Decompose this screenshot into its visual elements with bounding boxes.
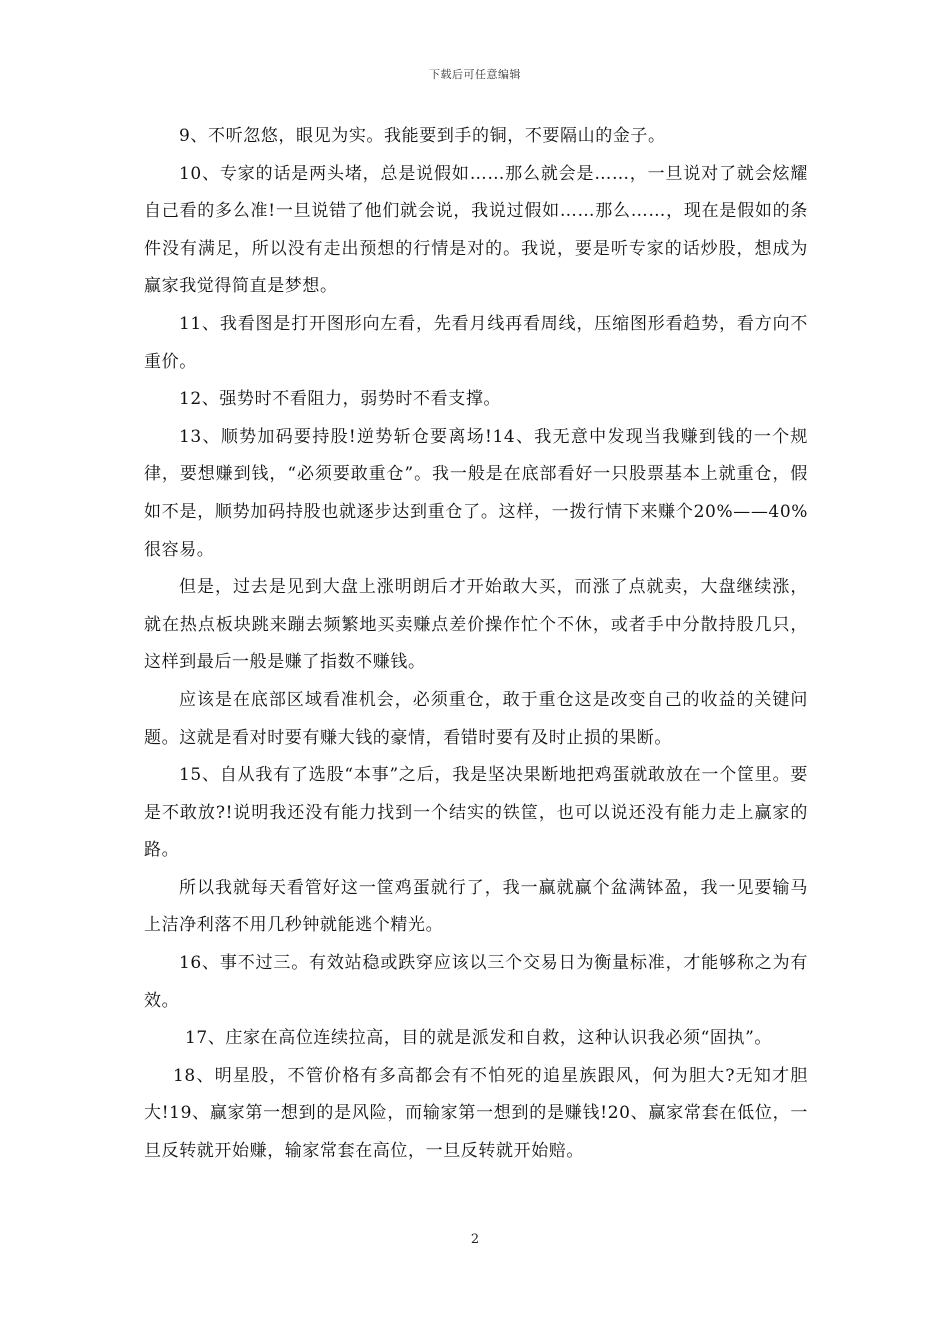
paragraph-16: 16、事不过三。有效站稳或跌穿应该以三个交易日为衡量标准，才能够称之为有效。 bbox=[144, 953, 808, 1011]
paragraph-10: 10、专家的话是两头堵，总是说假如……那么就会是……，一旦说对了就会炫耀自己看的多么准!一旦说错了他们就会说，我说过假如……那么……，现在是假如的条件没有满足，所以没有走出预想的行情是对的。我说，要是听专家的话炒股，想成为赢家我觉得简直是梦想。 bbox=[144, 163, 808, 297]
paragraph-17: 17、庄家在高位连续拉高，目的就是派发和自救，这种认识我必须“固执”。 bbox=[185, 1028, 773, 1049]
page-number: 2 bbox=[470, 1232, 480, 1247]
paragraph-14-conclusion: 应该是在底部区域看准机会，必须重仓，敢于重仓这是改变自己的收益的关键问题。这就是看对时要有赚大钱的豪情，看错时要有及时止损的果断。 bbox=[144, 689, 808, 748]
paragraph-11: 11、我看图是打开图形向左看，先看月线再看周线，压缩图形看趋势，看方向不重价。 bbox=[144, 313, 808, 372]
paragraph-13-14: 13、顺势加码要持股!逆势斩仓要离场!14、我无意中发现当我赚到钱的一个规律，要想赚到钱，“必须要敢重仓”。我一般是在底部看好一只股票基本上就重仓，假如不是，顺势加码持股也就逐步达到重仓了。这样，一拨行情下来赚个20%——40%很容易。 bbox=[144, 426, 808, 560]
document-body bbox=[144, 118, 808, 1171]
paragraph-12: 12、强势时不看阻力，弱势时不看支撑。 bbox=[179, 389, 502, 410]
paragraph-15: 15、自从我有了选股“本事”之后，我是坚决果断地把鸡蛋就敢放在一个筐里。要是不敢放?!说明我还没有能力找到一个结实的铁筐，也可以说还没有能力走上赢家的路。 bbox=[144, 765, 808, 861]
paragraph-14-continued: 但是，过去是见到大盘上涨明朗后才开始敢大买，而涨了点就卖，大盘继续涨，就在热点板块跳来蹦去频繁地买卖赚点差价操作忙个不休，或者手中分散持股几只，这样到最后一般是赚了指数不赚钱。 bbox=[144, 577, 808, 673]
page-header: 下载后可任意编辑 bbox=[429, 68, 521, 81]
paragraph-18-20: 18、明星股，不管价格有多高都会有不怕死的追星族跟风，何为胆大?无知才胆大!19、赢家第一想到的是风险，而输家第一想到的是赚钱!20、赢家常套在低位，一旦反转就开始赚，输家常套在高位，一旦反转就开始赔。 bbox=[144, 1065, 808, 1162]
paragraph-9: 9、不听忽悠，眼见为实。我能要到手的铜，不要隔山的金子。 bbox=[179, 126, 666, 146]
paragraph-15-continued: 所以我就每天看管好这一筐鸡蛋就行了，我一赢就赢个盆满钵盈，我一见要输马上洁净利落不用几秒钟就能逃个精光。 bbox=[144, 877, 808, 936]
